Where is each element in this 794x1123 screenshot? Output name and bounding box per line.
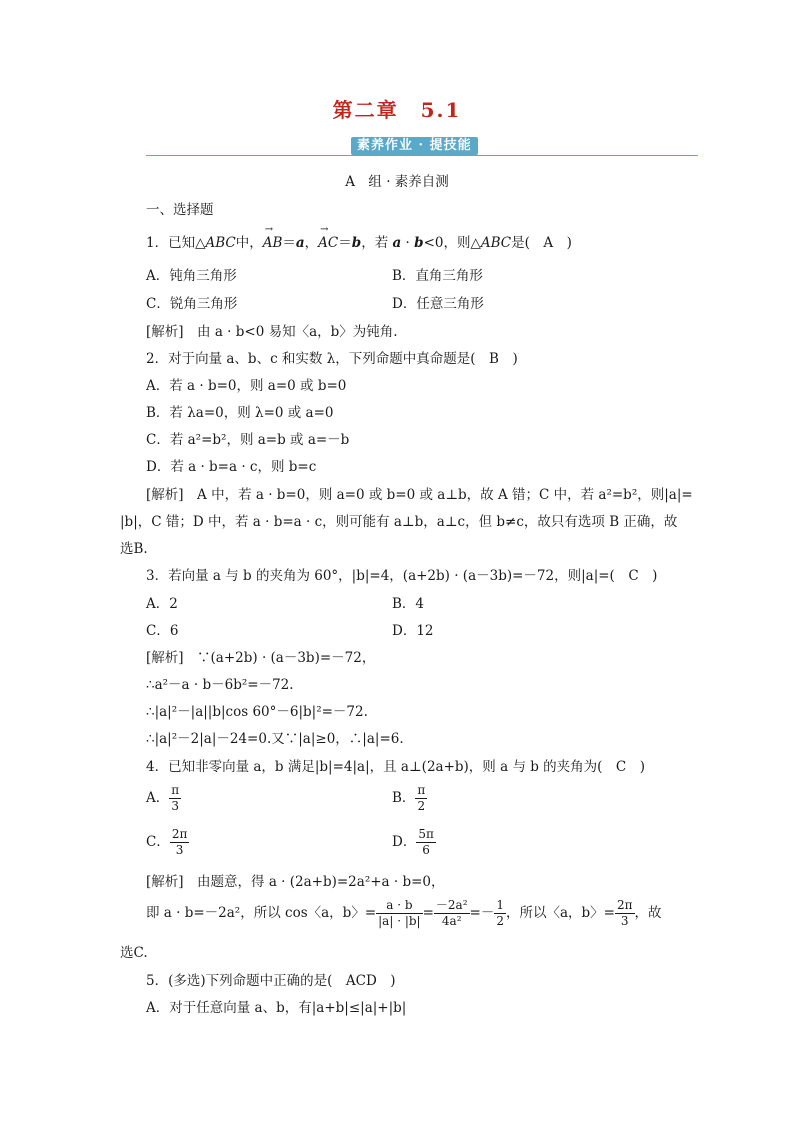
question-2-stem: 2．对于向量 a、b、c 和实数 λ，下列命题中真命题是( B )	[146, 351, 518, 367]
question-4-option-d	[392, 827, 436, 858]
question-2-option-b: B．若 λa=0，则 λ=0 或 a=0	[146, 405, 334, 421]
question-3-analysis-line-4: ∴|a|²－2|a|－24=0.又∵|a|≥0，∴|a|=6.	[146, 731, 404, 747]
question-3-option-c: C．6	[146, 623, 179, 639]
question-4-option-a	[146, 783, 181, 814]
question-1-option-a: A．钝角三角形	[146, 268, 237, 284]
question-1-option-b: B．直角三角形	[392, 268, 483, 284]
question-2-option-a: A．若 a · b=0，则 a=0 或 b=0	[146, 378, 347, 394]
question-1-analysis	[146, 324, 398, 340]
section-heading: 一、选择题	[146, 202, 214, 218]
question-5-option-a: A．对于任意向量 a、b，有|a+b|≤|a|+|b|	[146, 1000, 407, 1016]
option-label: D．	[392, 834, 417, 850]
analysis-text: ，所以〈a，b〉=	[505, 905, 615, 921]
fraction-2: $\frac{\text{－2a²}}{\text{4a²}}$	[435, 898, 468, 928]
fraction-4: $\frac{2\pi}{3}$	[616, 898, 633, 928]
banner-rule	[146, 155, 698, 156]
question-1-answer: A	[543, 235, 554, 251]
question-1-option-d: D．任意三角形	[392, 296, 484, 312]
question-3-option-a: A．2	[146, 596, 178, 612]
question-3-analysis-line-1: [解析] ∵(a+2b) · (a－3b)=－72，	[146, 650, 376, 666]
equals-minus: =－	[469, 905, 495, 921]
group-heading: A 组 · 素养自测	[345, 174, 449, 190]
question-4-option-c	[146, 827, 189, 858]
fraction: $\frac{\pi}{3}$	[171, 783, 180, 813]
fraction-3: $\frac{1}{2}$	[496, 898, 504, 928]
analysis-label: [解析]	[146, 324, 184, 340]
question-3-analysis-line-2: ∴a²－a · b－6b²=－72.	[146, 677, 294, 693]
question-2-analysis-line-3: 选B.	[120, 541, 148, 557]
question-4-analysis-line-2	[146, 898, 662, 929]
fraction: $\frac{2\pi}{3}$	[171, 827, 188, 857]
question-4-option-b	[392, 783, 427, 814]
question-4-analysis-line-1: [解析] 由题意，得 a · (2a+b)=2a²+a · b=0，	[146, 874, 445, 890]
fraction: $\frac{\pi}{2}$	[417, 783, 426, 813]
question-3-option-d: D．12	[392, 623, 434, 639]
question-2-option-d: D．若 a · b=a · c，则 b=c	[146, 459, 317, 475]
question-1-stem: 1．已知△ABC中，→ AB＝a，→ AC＝b，若 a · b<0，则△ABC是( A )	[146, 235, 572, 251]
question-3-option-b: B．4	[392, 596, 425, 612]
option-label: B．	[392, 790, 416, 806]
fraction: $\frac{5\pi}{6}$	[418, 827, 434, 857]
question-5-stem: 5．(多选)下列命题中正确的是( ACD )	[146, 973, 396, 989]
question-2-analysis-line-1: [解析] A 中，若 a · b=0，则 a=0 或 b=0 或 a⊥b，故 A 错；C 中，若 a²=b²，则|a|=	[146, 487, 693, 503]
question-4-stem: 4．已知非零向量 a，b 满足|b|=4|a|，且 a⊥(2a+b)，则 a 与 b 的夹角为( C )	[146, 759, 646, 775]
question-1-option-c: C．锐角三角形	[146, 296, 238, 312]
analysis-text: 由 a · b<0 易知〈a，b〉为钝角.	[197, 324, 398, 340]
question-2-analysis-line-2: |b|，C 错；D 中，若 a · b=a · c，则可能有 a⊥b，a⊥c，但 b≠c，故只有选项 B 正确，故	[120, 514, 678, 530]
option-label: C．	[146, 834, 170, 850]
equals: =	[422, 905, 434, 921]
chapter-title: 第二章 5.1	[332, 98, 462, 122]
banner-label: 素养作业 · 提技能	[351, 137, 478, 155]
question-3-stem: 3．若向量 a 与 b 的夹角为 60°，|b|=4，(a+2b) · (a－3b)=－72，则|a|=( C )	[146, 568, 658, 584]
analysis-text: 即 a · b=－2a²，所以 cos〈a，b〉=	[146, 905, 377, 921]
question-3-analysis-line-3: ∴|a|²－|a||b|cos 60°－6|b|²=－72.	[146, 704, 368, 720]
fraction-1: $\frac{a \cdot b}{|a| \cdot |b|}$	[378, 898, 421, 928]
option-label: A．	[146, 790, 170, 806]
question-2-option-c: C．若 a²=b²，则 a=b 或 a=－b	[146, 432, 350, 448]
section-banner	[146, 137, 698, 157]
analysis-text: ，故	[634, 905, 662, 921]
question-4-analysis-line-3: 选C.	[120, 945, 148, 961]
